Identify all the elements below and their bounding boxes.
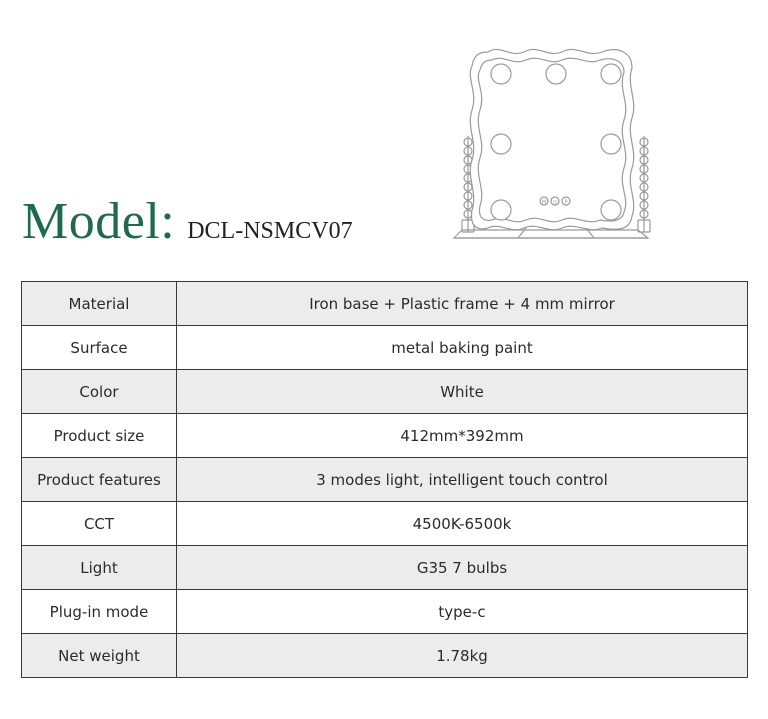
spec-value: 1.78kg xyxy=(177,634,748,678)
spec-label: Material xyxy=(22,282,177,326)
spec-value: metal baking paint xyxy=(177,326,748,370)
spec-label: Plug-in mode xyxy=(22,590,177,634)
spec-value: 4500K-6500k xyxy=(177,502,748,546)
spec-value: G35 7 bulbs xyxy=(177,546,748,590)
spec-row xyxy=(22,590,748,634)
button-symbol-m: M xyxy=(541,199,547,206)
spec-row xyxy=(22,546,748,590)
spec-value: 412mm*392mm xyxy=(177,414,748,458)
spec-label: Net weight xyxy=(22,634,177,678)
spec-label: Surface xyxy=(22,326,177,370)
spec-row xyxy=(22,370,748,414)
spec-table xyxy=(21,281,748,678)
button-symbol-power: ⊙ xyxy=(552,199,558,206)
button-symbol-p: P xyxy=(564,199,568,206)
model-label: Model: xyxy=(22,193,176,250)
spec-value: Iron base + Plastic frame + 4 mm mirror xyxy=(177,282,748,326)
spec-row xyxy=(22,282,748,326)
spec-row xyxy=(22,326,748,370)
spec-row xyxy=(22,414,748,458)
spec-row xyxy=(22,634,748,678)
spec-value: type-c xyxy=(177,590,748,634)
spec-value: 3 modes light, intelligent touch control xyxy=(177,458,748,502)
right-post xyxy=(638,136,650,232)
spec-value: White xyxy=(177,370,748,414)
spec-label: CCT xyxy=(22,502,177,546)
spec-label: Product features xyxy=(22,458,177,502)
model-heading xyxy=(22,193,353,250)
model-code: DCL-NSMCV07 xyxy=(187,218,353,244)
spec-label: Color xyxy=(22,370,177,414)
wavy-vanity-mirror-icon xyxy=(448,40,668,256)
spec-label: Product size xyxy=(22,414,177,458)
spec-label: Light xyxy=(22,546,177,590)
spec-row xyxy=(22,458,748,502)
spec-row xyxy=(22,502,748,546)
